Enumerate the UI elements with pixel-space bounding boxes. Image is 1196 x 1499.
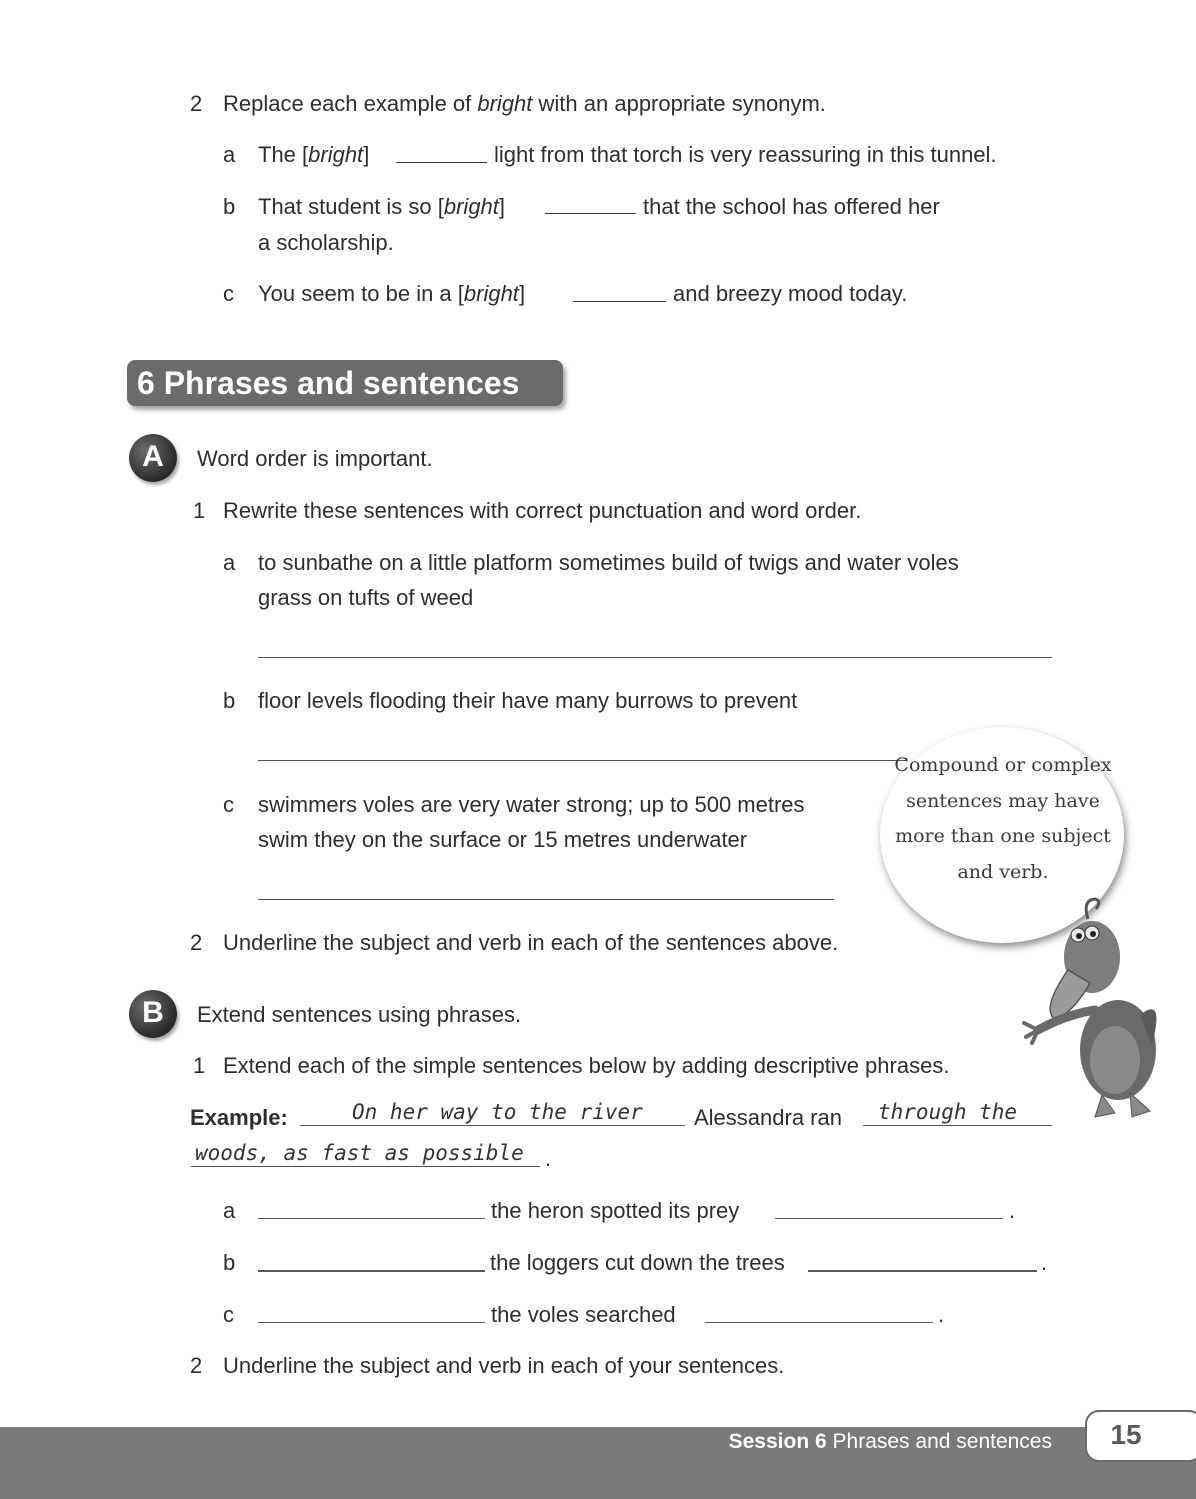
question-text-after: with an appropriate synonym. [532,91,826,116]
answer-line[interactable] [258,760,906,761]
phrase-blank[interactable] [705,1322,933,1323]
item-letter: b [223,688,236,713]
item-middle-text: the loggers cut down the trees [490,1250,785,1275]
example-handwriting: On her way to the river [352,1100,643,1124]
example-handwriting: through the [878,1100,1018,1124]
item-letter: b [223,1250,236,1275]
item-letter: c [223,1302,234,1327]
item-text [258,142,369,168]
example-label: Example: [190,1105,288,1130]
section-heading-text: 6 Phrases and sentences [137,365,520,401]
example-middle-text: Alessandra ran [694,1105,842,1130]
item-word: bright [308,142,364,167]
item-middle-text: the voles searched [491,1302,676,1327]
part-a-title: Word order is important. [197,446,433,471]
item-text: swimmers voles are very water strong; up to 500 metres [258,792,805,817]
question-text: Extend each of the simple sentences below by adding descriptive phrases. [223,1053,950,1078]
footer-session [729,1430,1052,1454]
item-text: floor levels flooding their have many burrows to prevent [258,688,798,713]
item-text-pre: That student is so [ [258,194,444,219]
item-text [258,281,525,307]
item-text-mid: ] [498,194,506,219]
item-letter: a [223,550,236,575]
example-end: . [545,1146,552,1171]
question-text: Underline the subject and verb in each of your sentences. [223,1353,785,1378]
item-text-mid: ] [518,281,526,306]
question-text-before: Replace each example of [223,91,478,116]
item-end: . [938,1302,945,1327]
item-text-post: that the school has offered her [643,194,940,219]
part-a-badge: A [129,434,177,482]
item-letter: a [223,142,236,167]
question-text [223,91,826,117]
page-number: 15 [1110,1419,1142,1450]
item-end: . [1041,1250,1048,1275]
item-text-line2: swim they on the surface or 15 metres underwater [258,827,748,852]
item-letter: c [223,281,234,306]
item-text: to sunbathe on a little platform sometimes build of twigs and water voles [258,550,959,575]
example-line [300,1125,685,1126]
item-text [258,194,505,220]
question-number: 2 [190,930,203,955]
question-number: 2 [190,91,203,116]
item-letter: a [223,1198,236,1223]
item-text-mid: ] [363,142,370,167]
question-number: 1 [193,498,206,523]
item-word: bright [463,281,519,306]
part-b-title: Extend sentences using phrases. [197,1002,522,1027]
item-text-post: and breezy mood today. [673,281,908,306]
item-middle-text: the heron spotted its prey [491,1198,740,1223]
question-text: Underline the subject and verb in each of the sentences above. [223,930,839,955]
example-line [191,1166,540,1167]
phrase-blank[interactable] [258,1218,485,1219]
question-text-emphasis: bright [477,91,533,116]
item-letter: c [223,792,234,817]
item-word: bright [443,194,499,219]
footer-session-title: Phrases and sentences [832,1430,1052,1453]
phrase-blank[interactable] [775,1218,1003,1219]
item-text-line2: grass on tufts of weed [258,585,474,610]
synonym-blank[interactable] [545,213,636,214]
phrase-blank[interactable] [258,1322,485,1323]
question-text: Rewrite these sentences with correct punctuation and word order. [223,498,862,523]
item-letter: b [223,194,236,219]
speech-bubble-text: Compound or complex sentences may have more than one subject and verb. [894,754,1112,883]
question-number: 1 [193,1053,206,1078]
synonym-blank[interactable] [573,301,666,302]
duck-mascot-illustration [1020,895,1170,1125]
phrase-blank[interactable] [808,1270,1037,1272]
answer-line[interactable] [258,899,834,900]
example-handwriting: woods, as fast as possible [195,1141,524,1165]
item-text-line2: a scholarship. [258,230,394,255]
item-text-pre: The [ [258,142,309,167]
item-text-pre: You seem to be in a [ [258,281,464,306]
answer-line[interactable] [258,657,1052,658]
section-heading [127,360,563,406]
part-b-badge: B [129,990,177,1038]
example-line [863,1125,1052,1126]
item-text-post: light from that torch is very reassuring in this tunnel. [494,142,997,167]
footer-session-label: Session 6 [728,1430,827,1453]
phrase-blank[interactable] [258,1270,485,1272]
synonym-blank[interactable] [396,162,487,163]
item-end: . [1009,1198,1016,1223]
question-number: 2 [190,1353,203,1378]
